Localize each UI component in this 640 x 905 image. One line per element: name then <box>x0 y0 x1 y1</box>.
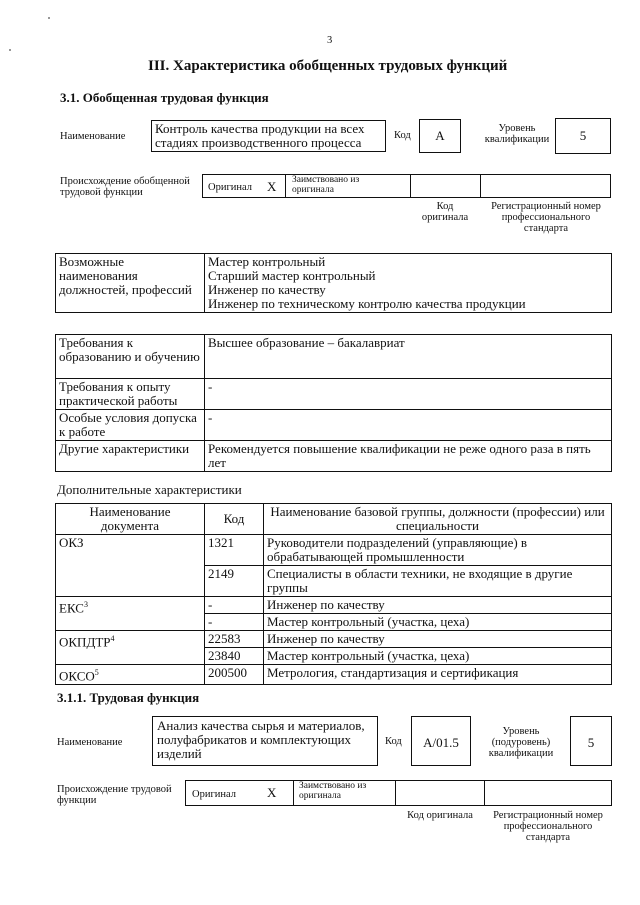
code-cell: 200500 <box>205 665 264 685</box>
scan-speck <box>48 17 50 19</box>
origin2-borrowed-label: Заимствовано из оригинала <box>299 781 367 801</box>
name-cell: Руководители подразделений (управляющие) в обрабатывающей промышленности <box>264 535 612 566</box>
req-value: - <box>205 410 612 441</box>
gtf-heading: 3.1. Обобщенная трудовая функция <box>60 90 269 105</box>
footnote-ref: 5 <box>94 668 99 677</box>
origin1-code-original-label: Код оригинала <box>421 201 469 224</box>
col-code-header: Код <box>205 504 264 535</box>
doc-cell: ОКЗ <box>56 535 205 597</box>
req-label: Особые условия допуска к работе <box>56 410 205 441</box>
name-cell: Мастер контрольный (участка, цеха) <box>264 648 612 665</box>
doc-name: ОКСО <box>59 668 95 684</box>
tf-level-value: 5 <box>587 735 595 750</box>
footnote-ref: 3 <box>83 600 88 609</box>
code-cell: 1321 <box>205 535 264 566</box>
doc-cell <box>56 597 205 631</box>
doc-cell <box>56 665 205 685</box>
code-cell: - <box>205 597 264 614</box>
req-label: Другие характеристики <box>56 441 205 472</box>
name-cell: Инженер по качеству <box>264 631 612 648</box>
tf-name-label: Наименование <box>57 737 123 748</box>
origin1-label: Происхождение обобщенной трудовой функции <box>60 176 190 199</box>
list-item: Старший мастер контрольный <box>208 268 376 283</box>
tf-heading: 3.1.1. Трудовая функция <box>57 690 200 705</box>
code-cell: 22583 <box>205 631 264 648</box>
name-cell: Мастер контрольный (участка, цеха) <box>264 614 612 631</box>
tf-code-label: Код <box>385 736 402 747</box>
section-title: III. Характеристика обобщенных трудовых функций <box>148 58 508 74</box>
col-doc-header: Наименование документа <box>56 504 205 535</box>
requirements-table <box>55 334 612 472</box>
positions-table <box>55 253 612 313</box>
list-item: Инженер по техническому контролю качества продукции <box>208 296 526 311</box>
col-name-header: Наименование базовой группы, должности (профессии) или специальности <box>264 504 612 535</box>
page-number: 3 <box>327 35 333 46</box>
origin1-borrowed-label: Заимствовано из оригинала <box>292 175 360 195</box>
gtf-name-value: Контроль качества продукции на всех стадиях производственного процесса <box>155 121 365 150</box>
code-cell: - <box>205 614 264 631</box>
origin1-original-mark: X <box>267 179 277 194</box>
gtf-level-label: Уровень квалификации <box>484 123 550 146</box>
req-label: Требования к образованию и обучению <box>56 335 205 379</box>
code-cell: 2149 <box>205 566 264 597</box>
req-label: Требования к опыту практической работы <box>56 379 205 410</box>
gtf-code-value: A <box>435 128 445 143</box>
req-value: Высшее образование – бакалавриат <box>205 335 612 379</box>
positions-list <box>205 254 612 313</box>
origin2-code-original-box <box>395 780 485 806</box>
positions-label: Возможные наименования должностей, профессий <box>56 254 205 313</box>
name-cell: Метрология, стандартизация и сертификация <box>264 665 612 685</box>
doc-cell <box>56 631 205 665</box>
footnote-ref: 4 <box>110 634 115 643</box>
tf-code-value: A/01.5 <box>423 735 459 750</box>
origin1-original-label: Оригинал <box>208 182 252 193</box>
tf-name-value: Анализ качества сырья и материалов, полуфабрикатов и комплектующих изделий <box>157 718 365 761</box>
name-cell: Инженер по качеству <box>264 597 612 614</box>
origin2-code-original-label: Код оригинала <box>407 810 473 821</box>
origin1-reg-number-box <box>480 174 611 198</box>
origin1-code-original-box <box>410 174 481 198</box>
additional-table <box>55 503 612 685</box>
origin2-original-label: Оригинал <box>192 789 236 800</box>
doc-name: ОКПДТР <box>59 634 111 650</box>
list-item: Мастер контрольный <box>208 254 326 269</box>
gtf-name-label: Наименование <box>60 131 126 142</box>
gtf-code-label: Код <box>394 130 411 141</box>
req-value: Рекомендуется повышение квалификации не реже одного раза в пять лет <box>205 441 612 472</box>
code-cell: 23840 <box>205 648 264 665</box>
name-cell: Специалисты в области техники, не входящие в другие группы <box>264 566 612 597</box>
origin2-reg-number-box <box>484 780 612 806</box>
scan-speck <box>9 49 11 51</box>
list-item: Инженер по качеству <box>208 282 326 297</box>
doc-name: ЕКС <box>59 600 84 616</box>
gtf-level-value: 5 <box>579 128 587 143</box>
origin2-original-mark: X <box>267 785 277 800</box>
req-value: - <box>205 379 612 410</box>
origin1-reg-number-label: Регистрационный номер профессионального стандарта <box>491 201 601 235</box>
origin2-reg-number-label: Регистрационный номер профессионального стандарта <box>493 810 603 844</box>
origin2-label: Происхождение трудовой функции <box>57 784 172 807</box>
additional-heading: Дополнительные характеристики <box>57 482 242 497</box>
tf-level-label: Уровень (подуровень) квалификации <box>488 726 554 760</box>
